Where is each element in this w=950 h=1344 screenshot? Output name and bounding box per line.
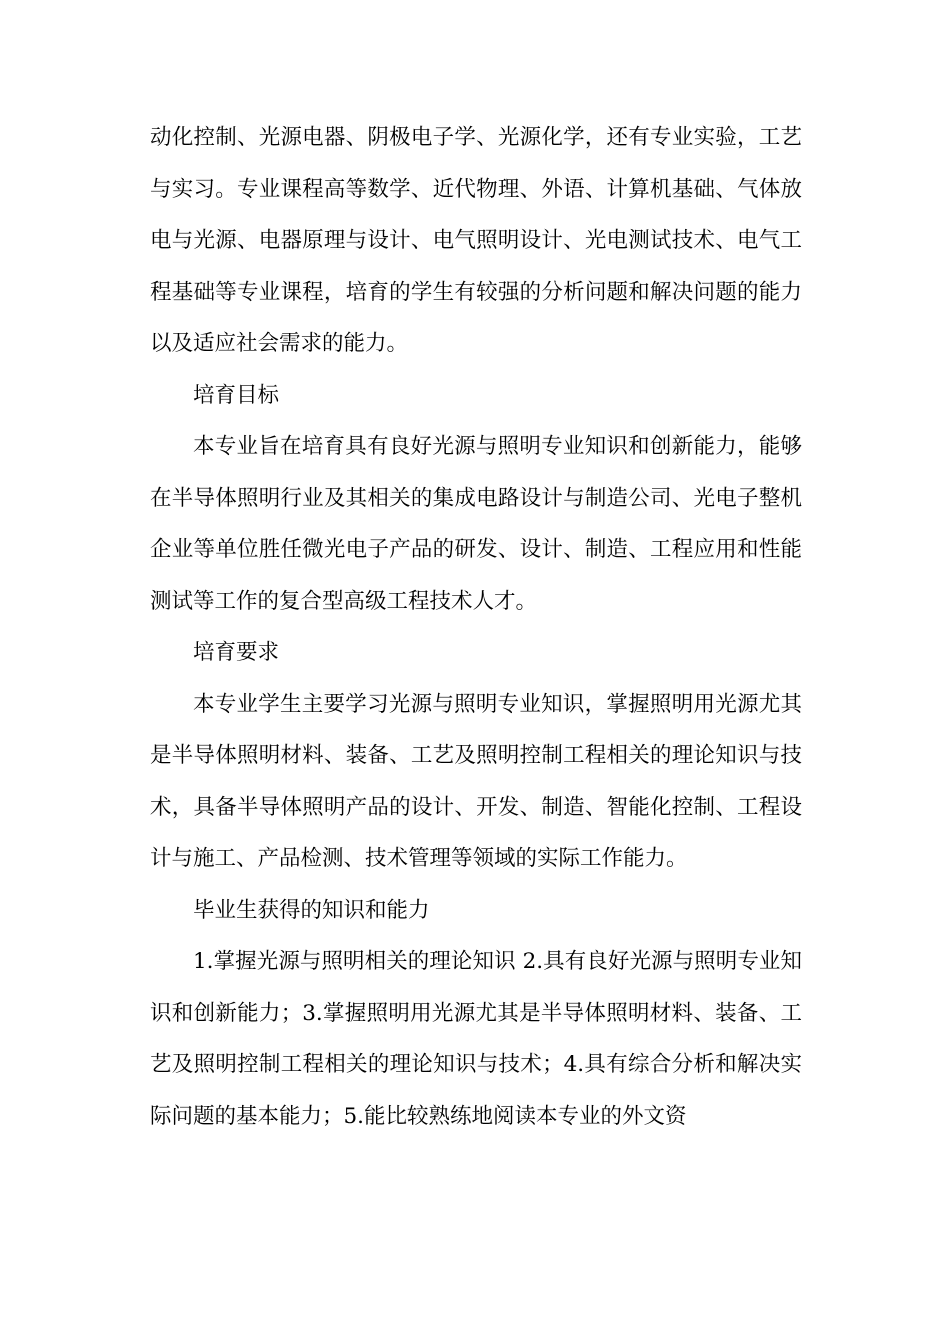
heading-training-requirements: 培育要求 (193, 640, 280, 665)
heading-graduate-abilities: 毕业生获得的知识和能力 (193, 897, 430, 923)
paragraph-training-goal: 本专业旨在培育具有良好光源与照明专业知识和创新能力，能够在半导体照明行业及其相关的集成电路设计与制造公司、光电子整机企业等单位胜任微光电子产品的研发、设计、制造、工程应用和性能测试等工作的复合型高级工程技术人才。 (150, 434, 802, 614)
paragraph-graduate-abilities: 1.掌握光源与照明相关的理论知识 2.具有良好光源与照明专业知识和创新能力；3.掌握照明用光源尤其是半导体照明材料、装备、工艺及照明控制工程相关的理论知识与技术；4.具有综合分析和解决实际问题的基本能力；5.能比较熟练地阅读本专业的外文资 (150, 949, 802, 1129)
heading-training-goal: 培育目标 (193, 382, 280, 408)
paragraph-curriculum: 动化控制、光源电器、阴极电子学、光源化学，还有专业实验，工艺与实习。专业课程高等数学、近代物理、外语、计算机基础、气体放电与光源、电器原理与设计、电气照明设计、光电测试技术、电气工程基础等专业课程，培育的学生有较强的分析问题和解决问题的能力以及适应社会需求的能力。 (150, 125, 802, 356)
paragraph-training-requirements: 本专业学生主要学习光源与照明专业知识，掌握照明用光源尤其是半导体照明材料、装备、工艺及照明控制工程相关的理论知识与技术，具备半导体照明产品的设计、开发、制造、智能化控制、工程设计与施工、产品检测、技术管理等领域的实际工作能力。 (150, 691, 802, 871)
document-body (150, 112, 802, 1142)
